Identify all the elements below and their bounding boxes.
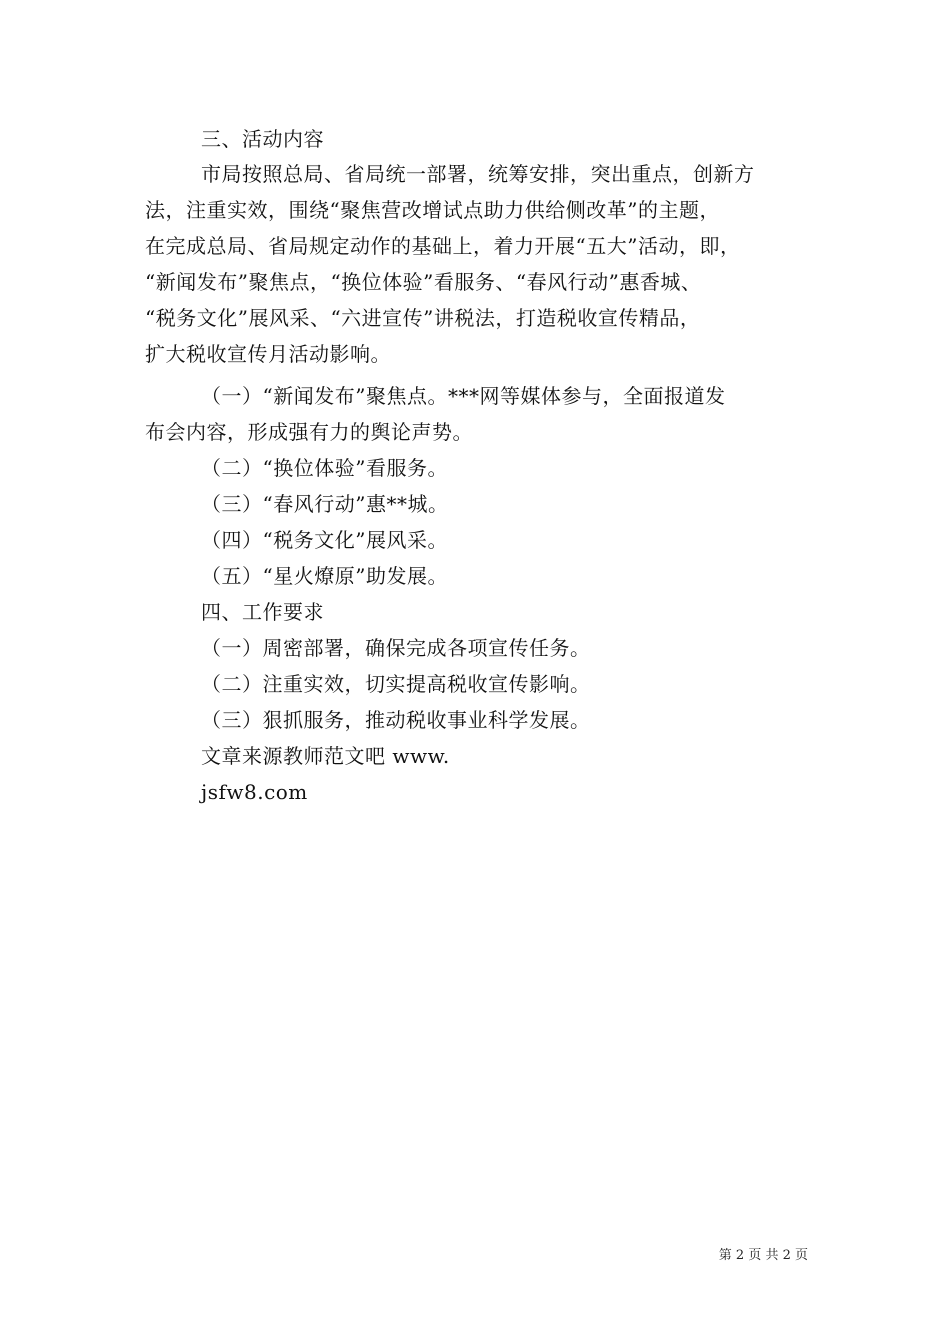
paragraph-line: 法，注重实效，围绕“聚焦营改增试点助力供给侧改革”的主题， [145,198,720,222]
paragraph-line: “新闻发布”聚焦点，“换位体验”看服务、“春风行动”惠香城、 [145,270,702,294]
paragraph-line: 在完成总局、省局规定动作的基础上，着力开展“五大”活动，即， [145,234,741,258]
page-number-footer: 第 2 页 共 2 页 [718,1248,808,1263]
source-note: 文章来源教师范文吧 www. [201,744,450,768]
list-item-2: （二）“换位体验”看服务。 [201,456,448,480]
list-item-5: （五）“星火燎原”助发展。 [201,564,448,588]
list-item-4: （四）“税务文化”展风采。 [201,528,448,552]
paragraph-line: 市局按照总局、省局统一部署，统筹安排，突出重点，创新方 [201,162,755,186]
section-heading-work-requirements: 四、工作要求 [201,600,324,624]
paragraph-line: “税务文化”展风采、“六进宣传”讲税法，打造税收宣传精品， [145,306,701,330]
section-heading-activity-content: 三、活动内容 [201,127,324,151]
list-item-1-line: （一）“新闻发布”聚焦点。***网等媒体参与，全面报道发 [201,384,726,408]
source-url: jsfw8.com [201,780,308,804]
list-item-3: （三）“春风行动”惠**城。 [201,492,449,516]
requirement-item-1: （一）周密部署，确保完成各项宣传任务。 [201,636,591,660]
list-item-1-continuation: 布会内容，形成强有力的舆论声势。 [145,420,473,444]
requirement-item-2: （二）注重实效，切实提高税收宣传影响。 [201,672,591,696]
paragraph-line: 扩大税收宣传月活动影响。 [145,342,391,366]
requirement-item-3: （三）狠抓服务，推动税收事业科学发展。 [201,708,591,732]
